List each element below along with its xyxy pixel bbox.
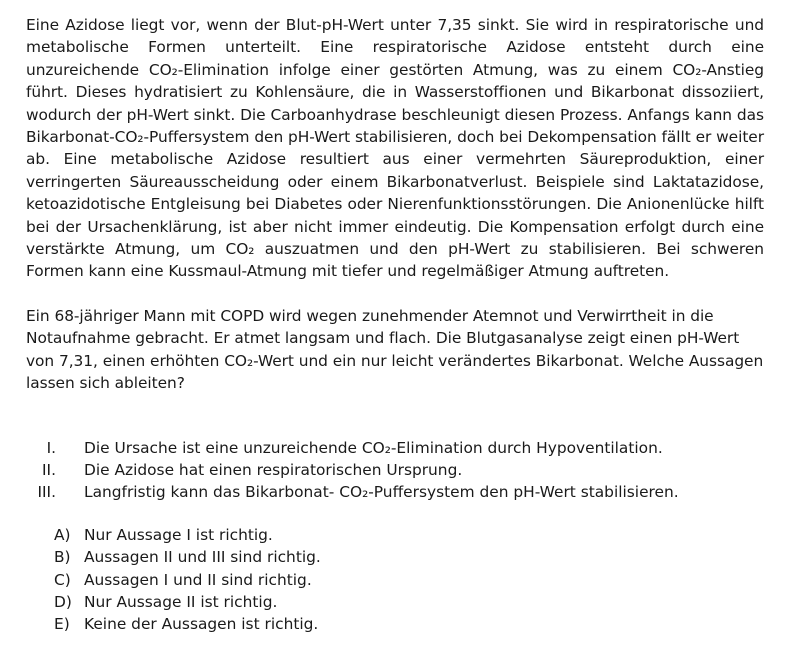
option-letter: D) bbox=[54, 592, 72, 611]
option-text: Aussagen I und II sind richtig. bbox=[84, 570, 312, 589]
statement-list bbox=[26, 437, 764, 504]
answer-options bbox=[26, 524, 764, 636]
statement-number: III. bbox=[37, 483, 56, 502]
statement-text: Die Ursache ist eine unzureichende CO₂-Elimination durch Hypoventilation. bbox=[84, 438, 663, 457]
statement-item bbox=[26, 459, 764, 481]
option-letter: E) bbox=[54, 615, 70, 634]
answer-option-c[interactable] bbox=[26, 569, 764, 591]
option-text: Aussagen II und III sind richtig. bbox=[84, 548, 321, 567]
statement-text: Die Azidose hat einen respiratorischen Ursprung. bbox=[84, 460, 463, 479]
statement-number: I. bbox=[46, 438, 56, 457]
option-letter: A) bbox=[54, 525, 71, 544]
statement-number: II. bbox=[42, 460, 56, 479]
intro-paragraph: Eine Azidose liegt vor, wenn der Blut-pH-Wert unter 7,35 sinkt. Sie wird in respiratorische und metabolische Formen unterteilt. Eine respiratorische Azidose entsteht durch eine unzureichende CO₂-Elimination infolge einer gestörten Atmung, was zu einem CO₂-Anstieg führt. Dieses hydratisiert zu Kohlensäure, die in Wasserstoffionen und Bikarbonat dissoziiert, wodurch der pH-Wert sinkt. Die Carboanhydrase beschleunigt diesen Prozess. Anfangs kann das Bikarbonat-CO₂-Puffersystem den pH-Wert stabilisieren, doch bei Dekompensation fällt er weiter ab. Eine metabolische Azidose resultiert aus einer vermehrten Säureproduktion, einer verringerten Säureausscheidung oder einem Bikarbonatverlust. Beispiele sind Laktatazidose, ketoazidotische Entgleisung bei Diabetes oder Nierenfunktionsstörungen. Die Anionenlücke hilft bei der Ursachenklärung, ist aber nicht immer eindeutig. Die Kompensation erfolgt durch eine verstärkte Atmung, um CO₂ auszuatmen und den pH-Wert zu stabilisieren. Bei schweren Formen kann eine Kussmaul-Atmung mit tiefer und regelmäßiger Atmung auftreten. bbox=[26, 16, 764, 281]
answer-option-a[interactable] bbox=[26, 524, 764, 546]
case-paragraph: Ein 68-jähriger Mann mit COPD wird wegen zunehmender Atemnot und Verwirrtheit in die Notaufnahme gebracht. Er atmet langsam und flach. Die Blutgasanalyse zeigt einen pH-Wert von 7,31, einen erhöhten CO₂-Wert und ein nur leicht verändertes Bikarbonat. Welche Aussagen lassen sich ableiten? bbox=[26, 306, 764, 393]
option-letter: B) bbox=[54, 548, 71, 567]
statement-item bbox=[26, 481, 764, 503]
statement-text: Langfristig kann das Bikarbonat- CO₂-Puffersystem den pH-Wert stabilisieren. bbox=[84, 483, 679, 502]
option-text: Nur Aussage II ist richtig. bbox=[84, 592, 278, 611]
answer-option-d[interactable] bbox=[26, 591, 764, 613]
statement-item bbox=[26, 437, 764, 459]
answer-option-e[interactable] bbox=[26, 613, 764, 635]
option-letter: C) bbox=[54, 570, 71, 589]
option-text: Keine der Aussagen ist richtig. bbox=[84, 615, 319, 634]
answer-option-b[interactable] bbox=[26, 546, 764, 568]
option-text: Nur Aussage I ist richtig. bbox=[84, 525, 273, 544]
